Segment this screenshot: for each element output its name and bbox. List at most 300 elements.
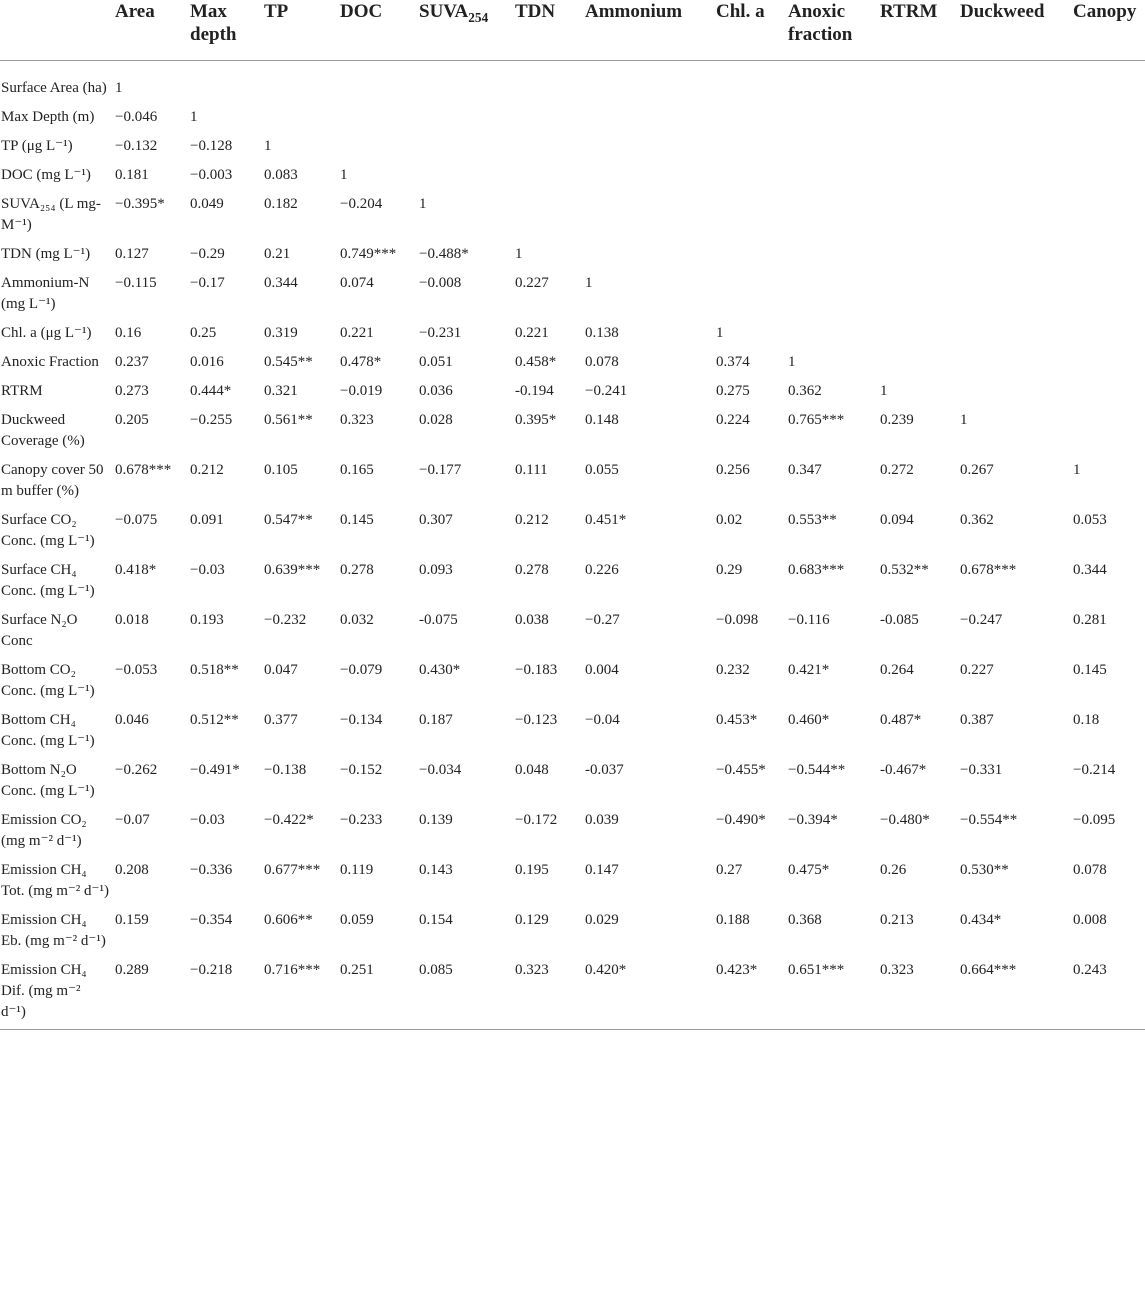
correlation-cell [1069, 410, 1145, 460]
correlation-cell: 0.237 [115, 354, 149, 370]
correlation-cell: 0.323 [876, 960, 956, 1030]
correlation-cell: −0.115 [115, 275, 157, 291]
correlation-cell: 0.677*** [264, 862, 321, 878]
correlation-cell: 0.127 [115, 246, 149, 262]
table-row [0, 710, 1145, 760]
correlation-cell: 0.278 [515, 562, 549, 578]
correlation-cell: 0.16 [115, 325, 142, 341]
table-row [0, 810, 1145, 860]
correlation-cell: 1 [960, 412, 968, 428]
correlation-cell: 0.430* [419, 662, 461, 678]
correlation-cell [260, 61, 336, 108]
correlation-cell [876, 273, 956, 323]
correlation-cell: 0.213 [880, 912, 914, 928]
correlation-cell: 0.224 [716, 412, 750, 428]
correlation-cell: 0.093 [419, 562, 453, 578]
table-row [0, 910, 1145, 960]
correlation-cell [415, 165, 511, 194]
correlation-cell: -0.085 [880, 612, 919, 628]
correlation-cell [336, 61, 415, 108]
row-label: Emission CO₂ (mg m⁻² d⁻¹) [1, 812, 87, 849]
correlation-cell: 0.091 [190, 512, 224, 528]
row-label: Surface N₂O Conc [1, 612, 78, 649]
table-row [0, 660, 1145, 710]
correlation-cell: 1 [340, 167, 348, 183]
correlation-cell: −0.232 [264, 612, 307, 628]
correlation-cell: -0.467* [880, 762, 927, 778]
correlation-cell: 0.29 [716, 562, 743, 578]
correlation-cell [956, 323, 1069, 352]
correlation-cell: 0.460* [788, 712, 830, 728]
correlation-cell [956, 381, 1069, 410]
correlation-cell: 0.205 [115, 412, 149, 428]
correlation-cell: 0.512** [190, 712, 239, 728]
correlation-cell [581, 165, 712, 194]
correlation-cell: 0.458* [515, 354, 557, 370]
column-header-suva [415, 0, 511, 61]
row-label: RTRM [1, 383, 43, 399]
correlation-cell: 0.111 [515, 462, 548, 478]
column-header-canopy [1069, 0, 1145, 61]
row-label: Emission CH₄ Dif. (mg m⁻² d⁻¹) [0, 960, 111, 1030]
correlation-cell: -0.037 [585, 762, 624, 778]
correlation-cell: 0.154 [419, 912, 453, 928]
correlation-cell: 0.344 [1073, 562, 1107, 578]
correlation-cell [1069, 323, 1145, 352]
correlation-cell [876, 107, 956, 136]
correlation-cell: 0.139 [419, 812, 453, 828]
correlation-cell: 0.145 [340, 512, 374, 528]
correlation-cell: 0.387 [960, 712, 994, 728]
correlation-cell: 0.165 [340, 462, 374, 478]
correlation-cell: −0.255 [190, 412, 233, 428]
correlation-cell: 0.478* [340, 354, 382, 370]
table-row [0, 610, 1145, 660]
correlation-cell: 1 [1073, 462, 1081, 478]
correlation-cell: 0.444* [190, 383, 232, 399]
correlation-cell [784, 136, 876, 165]
correlation-cell [581, 61, 712, 108]
correlation-cell: 0.553** [788, 512, 837, 528]
correlation-cell [784, 61, 876, 108]
column-header-duckweed [956, 0, 1069, 61]
correlation-cell: 0.212 [190, 462, 224, 478]
correlation-cell [876, 352, 956, 381]
table-row [0, 381, 1145, 410]
correlation-cell: 0.487* [880, 712, 922, 728]
correlation-cell: −0.29 [190, 246, 225, 262]
correlation-cell: 1 [190, 109, 198, 125]
correlation-cell: 0.275 [716, 383, 750, 399]
correlation-cell [581, 136, 712, 165]
table-row [0, 352, 1145, 381]
correlation-cell: 0.21 [264, 246, 291, 262]
correlation-cell: 0.765*** [788, 412, 845, 428]
correlation-cell [876, 61, 956, 108]
correlation-cell: 0.321 [264, 383, 298, 399]
correlation-cell: 0.036 [419, 383, 453, 399]
correlation-cell: 0.639*** [264, 562, 321, 578]
correlation-cell [712, 136, 784, 165]
correlation-cell: 0.129 [515, 912, 549, 928]
correlation-cell: 0.453* [716, 712, 758, 728]
correlation-cell [712, 165, 784, 194]
row-label: Anoxic Fraction [1, 354, 99, 370]
correlation-cell: −0.204 [340, 196, 383, 212]
correlation-cell: 0.032 [340, 612, 374, 628]
correlation-cell [581, 107, 712, 136]
correlation-cell: −0.034 [419, 762, 462, 778]
correlation-cell: 1 [419, 196, 427, 212]
table-row [0, 244, 1145, 273]
correlation-cell [784, 107, 876, 136]
table-row [0, 510, 1145, 560]
correlation-cell: 0.307 [419, 512, 453, 528]
correlation-cell: 0.018 [115, 612, 149, 628]
table-row [0, 107, 1145, 136]
row-label: DOC (mg L⁻¹) [1, 167, 91, 183]
correlation-cell: −0.241 [585, 383, 628, 399]
correlation-cell: 0.059 [340, 912, 374, 928]
row-label: Surface CO₂ Conc. (mg L⁻¹) [1, 512, 95, 549]
correlation-cell: 0.004 [585, 662, 619, 678]
correlation-cell [876, 244, 956, 273]
correlation-cell: −0.098 [716, 612, 759, 628]
row-label: Bottom N₂O Conc. (mg L⁻¹) [1, 762, 95, 799]
correlation-cell: −0.17 [190, 275, 225, 291]
header-row [0, 0, 1145, 61]
correlation-cell [260, 107, 336, 136]
correlation-cell: 0.016 [190, 354, 224, 370]
correlation-cell: 0.094 [880, 512, 914, 528]
correlation-cell: 1 [264, 138, 272, 154]
correlation-cell: 0.145 [1073, 662, 1107, 678]
correlation-cell [1069, 107, 1145, 136]
table-row [0, 860, 1145, 910]
table-row [0, 165, 1145, 194]
correlation-cell: 0.256 [716, 462, 750, 478]
correlation-cell [1069, 165, 1145, 194]
correlation-cell: 0.18 [1073, 712, 1100, 728]
correlation-cell [784, 273, 876, 323]
correlation-cell: 0.048 [515, 762, 549, 778]
correlation-cell: 0.227 [515, 275, 549, 291]
correlation-cell: −0.019 [340, 383, 383, 399]
column-header-label: TDN [515, 1, 556, 22]
correlation-cell: −0.152 [340, 762, 383, 778]
table-row [0, 460, 1145, 510]
correlation-cell [876, 165, 956, 194]
column-header-label: Chl. a [716, 1, 765, 22]
correlation-cell [415, 136, 511, 165]
correlation-cell: −0.354 [190, 912, 233, 928]
column-header-label: DOC [340, 1, 383, 22]
correlation-cell [415, 107, 511, 136]
correlation-cell: 0.561** [264, 412, 313, 428]
correlation-cell: 0.138 [585, 325, 619, 341]
correlation-cell: 0.323 [340, 412, 374, 428]
table-row [0, 136, 1145, 165]
correlation-cell: 0.049 [190, 196, 224, 212]
correlation-cell: −0.116 [788, 612, 830, 628]
correlation-cell: 1 [880, 383, 888, 399]
correlation-cell: 0.267 [960, 462, 994, 478]
correlation-cell: 0.051 [419, 354, 453, 370]
correlation-cell: −0.177 [419, 462, 462, 478]
correlation-cell: −0.04 [585, 712, 620, 728]
correlation-cell [336, 136, 415, 165]
correlation-cell: 0.395* [515, 412, 557, 428]
corner-header-cell [0, 0, 111, 61]
correlation-cell: 0.377 [264, 712, 298, 728]
correlation-cell [1069, 194, 1145, 244]
correlation-cell [876, 323, 956, 352]
correlation-cell: −0.218 [186, 960, 260, 1030]
column-header-label: Ammonium [585, 1, 683, 22]
column-header-subscript: 254 [468, 9, 489, 25]
correlation-cell [712, 273, 784, 323]
correlation-cell: −0.395* [115, 196, 165, 212]
correlation-cell: −0.123 [515, 712, 558, 728]
row-label: Emission CH₄ Tot. (mg m⁻² d⁻¹) [1, 862, 109, 899]
correlation-cell: 0.078 [1073, 862, 1107, 878]
correlation-cell: −0.490* [716, 812, 766, 828]
correlation-cell: 0.046 [115, 712, 149, 728]
row-label: TDN (mg L⁻¹) [1, 246, 91, 262]
correlation-cell: −0.544** [788, 762, 846, 778]
correlation-cell [956, 61, 1069, 108]
correlation-cell: 0.226 [585, 562, 619, 578]
correlation-cell: 0.195 [515, 862, 549, 878]
table-row [0, 560, 1145, 610]
row-label: Surface CH₄ Conc. (mg L⁻¹) [1, 562, 95, 599]
correlation-cell: 0.420* [581, 960, 712, 1030]
correlation-cell [784, 323, 876, 352]
correlation-cell: 0.374 [716, 354, 750, 370]
correlation-cell [1069, 136, 1145, 165]
correlation-cell: 1 [115, 80, 123, 96]
correlation-cell [581, 244, 712, 273]
correlation-cell: 0.029 [585, 912, 619, 928]
correlation-cell [956, 244, 1069, 273]
correlation-cell: −0.046 [115, 109, 158, 125]
correlation-cell: 0.532** [880, 562, 929, 578]
correlation-cell: 0.251 [336, 960, 415, 1030]
correlation-cell: −0.331 [960, 762, 1003, 778]
correlation-cell: -0.075 [419, 612, 458, 628]
column-header-label: RTRM [880, 1, 938, 22]
row-label: Duckweed Coverage (%) [1, 412, 85, 449]
correlation-cell: 0.227 [960, 662, 994, 678]
correlation-cell: 0.105 [264, 462, 298, 478]
correlation-cell: 0.434* [960, 912, 1002, 928]
correlation-cell: −0.003 [190, 167, 233, 183]
column-header-label: Canopy [1073, 1, 1137, 22]
correlation-cell [1069, 273, 1145, 323]
row-label: Bottom CO₂ Conc. (mg L⁻¹) [1, 662, 95, 699]
correlation-cell: 0.606** [264, 912, 313, 928]
correlation-cell: 0.008 [1073, 912, 1107, 928]
column-header-label: Max depth [190, 1, 237, 45]
correlation-cell: 0.278 [340, 562, 374, 578]
column-header-label: Anoxic fraction [788, 1, 853, 45]
row-label: Emission CH₄ Eb. (mg m⁻² d⁻¹) [1, 912, 106, 949]
table-row [0, 273, 1145, 323]
correlation-cell [511, 136, 581, 165]
table-body [0, 61, 1145, 1030]
correlation-cell: 0.232 [716, 662, 750, 678]
correlation-cell: 0.749*** [340, 246, 397, 262]
correlation-cell [511, 165, 581, 194]
row-label: Bottom CH₄ Conc. (mg L⁻¹) [1, 712, 95, 749]
column-header-doc [336, 0, 415, 61]
correlation-cell: −0.053 [115, 662, 158, 678]
correlation-cell: −0.008 [419, 275, 462, 291]
table-row [0, 194, 1145, 244]
correlation-cell: 0.119 [340, 862, 374, 878]
correlation-cell: 0.039 [585, 812, 619, 828]
correlation-cell: 0.221 [515, 325, 549, 341]
correlation-cell: 0.055 [585, 462, 619, 478]
row-label: Canopy cover 50 m buffer (%) [1, 462, 104, 499]
correlation-cell: 0.475* [788, 862, 830, 878]
correlation-cell: 0.289 [111, 960, 186, 1030]
correlation-cell: 0.545** [264, 354, 313, 370]
correlation-cell: 1 [515, 246, 523, 262]
column-header-area [111, 0, 186, 61]
correlation-cell: 0.212 [515, 512, 549, 528]
correlation-cell: 0.368 [788, 912, 822, 928]
correlation-cell [511, 107, 581, 136]
correlation-cell: 0.264 [880, 662, 914, 678]
correlation-cell [956, 352, 1069, 381]
column-header-rtrm [876, 0, 956, 61]
correlation-cell: −0.554** [960, 812, 1018, 828]
correlation-cell: −0.132 [115, 138, 158, 154]
correlation-cell [876, 136, 956, 165]
correlation-cell: 0.147 [585, 862, 619, 878]
correlation-cell: −0.455* [716, 762, 766, 778]
correlation-cell: −0.079 [340, 662, 383, 678]
correlation-cell [712, 194, 784, 244]
correlation-cell [784, 194, 876, 244]
table-row [0, 61, 1145, 108]
correlation-cell: 0.148 [585, 412, 619, 428]
column-header-tdn [511, 0, 581, 61]
correlation-cell: 0.159 [115, 912, 149, 928]
correlation-cell: −0.491* [190, 762, 240, 778]
column-header-label: TP [264, 1, 289, 22]
row-label: Surface Area (ha) [1, 80, 107, 96]
correlation-cell: 0.547** [264, 512, 313, 528]
correlation-cell: 0.678*** [960, 562, 1017, 578]
correlation-cell: −0.214 [1073, 762, 1116, 778]
correlation-cell: 0.038 [515, 612, 549, 628]
correlation-cell: 0.323 [511, 960, 581, 1030]
correlation-cell: 0.347 [788, 462, 822, 478]
correlation-cell: 0.182 [264, 196, 298, 212]
correlation-cell: −0.134 [340, 712, 383, 728]
correlation-cell: −0.03 [190, 812, 225, 828]
correlation-cell: 0.26 [880, 862, 907, 878]
correlation-cell: −0.488* [419, 246, 469, 262]
correlation-cell: 0.243 [1069, 960, 1145, 1030]
correlation-cell: −0.231 [419, 325, 462, 341]
correlation-cell: 0.188 [716, 912, 750, 928]
correlation-cell: 0.344 [264, 275, 298, 291]
correlation-cell: 0.273 [115, 383, 149, 399]
column-header-chla [712, 0, 784, 61]
correlation-cell: −0.233 [340, 812, 383, 828]
correlation-cell: 0.047 [264, 662, 298, 678]
column-header-anoxic [784, 0, 876, 61]
correlation-cell: 0.187 [419, 712, 453, 728]
correlation-cell: 0.716*** [260, 960, 336, 1030]
correlation-cell: −0.03 [190, 562, 225, 578]
correlation-cell: 0.518** [190, 662, 239, 678]
correlation-cell: 0.193 [190, 612, 224, 628]
correlation-cell [876, 194, 956, 244]
correlation-cell: −0.095 [1073, 812, 1116, 828]
correlation-cell: 0.423* [712, 960, 784, 1030]
correlation-cell [511, 61, 581, 108]
correlation-cell [712, 244, 784, 273]
correlation-cell: −0.336 [190, 862, 233, 878]
column-header-label: SUVA [419, 1, 469, 22]
correlation-cell: −0.138 [264, 762, 307, 778]
row-label: TP (μg L⁻¹) [1, 138, 73, 154]
correlation-cell: 1 [788, 354, 796, 370]
correlation-cell [186, 61, 260, 108]
correlation-cell: 0.143 [419, 862, 453, 878]
correlation-cell [1069, 381, 1145, 410]
correlation-cell: 0.678*** [115, 462, 172, 478]
correlation-cell: 1 [585, 275, 593, 291]
correlation-cell [415, 61, 511, 108]
correlation-cell: 0.664*** [956, 960, 1069, 1030]
correlation-cell: −0.07 [115, 812, 150, 828]
table-row [0, 410, 1145, 460]
row-label: Chl. a (μg L⁻¹) [1, 325, 92, 341]
correlation-cell [336, 107, 415, 136]
correlation-cell: 0.083 [264, 167, 298, 183]
correlation-cell [956, 273, 1069, 323]
correlation-cell: −0.27 [585, 612, 620, 628]
column-header-label: Area [115, 1, 155, 22]
row-label: Max Depth (m) [1, 109, 95, 125]
table-row [0, 323, 1145, 352]
correlation-cell: 0.530** [960, 862, 1009, 878]
correlation-cell: −0.422* [264, 812, 314, 828]
correlation-cell [581, 194, 712, 244]
correlation-cell: -0.194 [515, 383, 554, 399]
correlation-cell [784, 244, 876, 273]
correlation-cell: −0.480* [880, 812, 930, 828]
column-header-label: Duckweed [960, 1, 1045, 22]
correlation-cell: 0.421* [788, 662, 830, 678]
correlation-cell: 0.208 [115, 862, 149, 878]
correlation-cell: 0.181 [115, 167, 149, 183]
correlation-cell: 0.362 [960, 512, 994, 528]
correlation-cell [1069, 244, 1145, 273]
correlation-cell: 0.319 [264, 325, 298, 341]
correlation-cell [956, 194, 1069, 244]
row-label: Ammonium-N (mg L⁻¹) [1, 275, 90, 312]
correlation-cell: 0.053 [1073, 512, 1107, 528]
correlation-cell: 1 [716, 325, 724, 341]
correlation-cell: 0.27 [716, 862, 743, 878]
correlation-cell [712, 107, 784, 136]
